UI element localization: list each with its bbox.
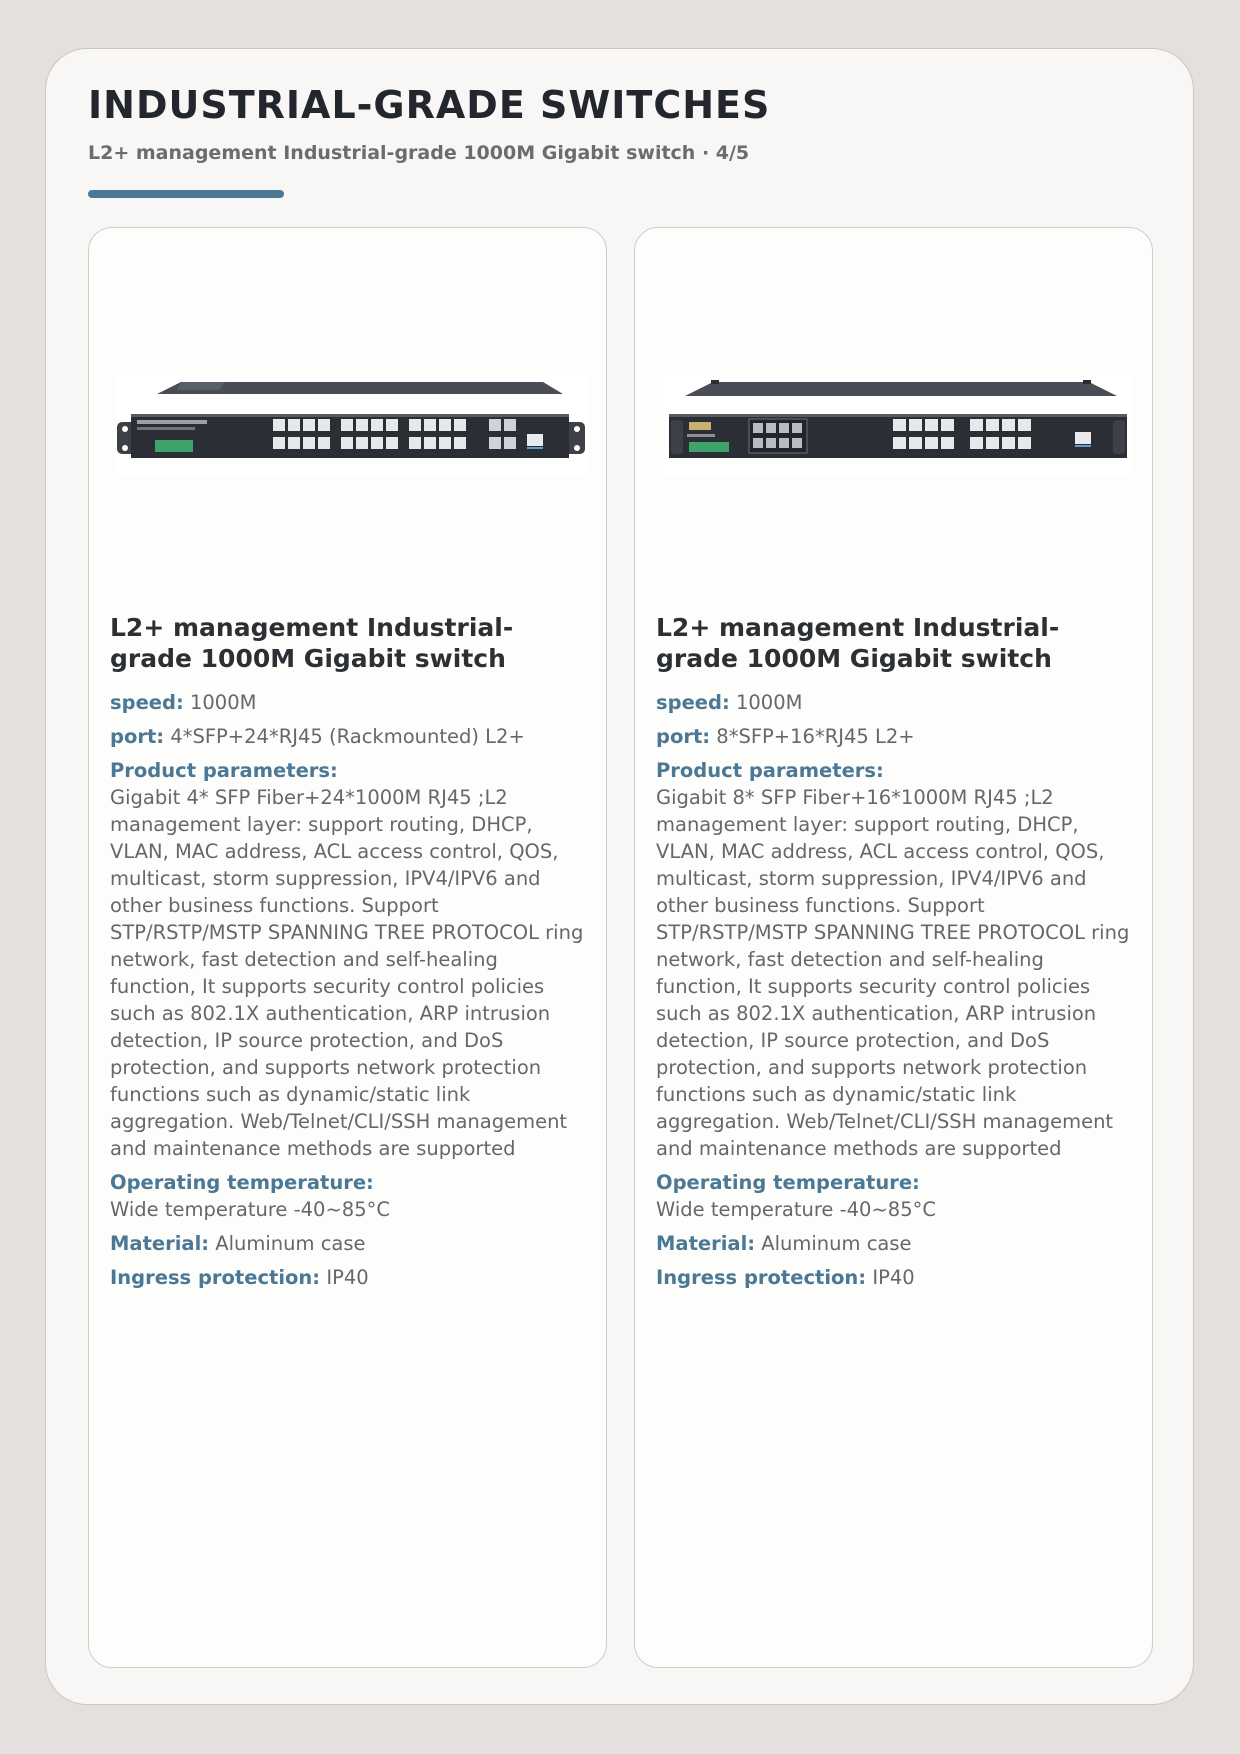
rj45-port	[986, 419, 999, 431]
material-row	[110, 1230, 588, 1257]
sfp-port	[779, 423, 789, 433]
product-title: L2+ management Industrial-grade 1000M Gigabit switch	[656, 613, 1060, 673]
speed-value: 1000M	[189, 691, 257, 714]
rj45-port	[341, 437, 353, 449]
datasheet-page	[45, 48, 1194, 1705]
rj45-port	[970, 437, 983, 449]
switch-24-port-image	[117, 376, 587, 476]
rj45-port	[409, 419, 421, 431]
rj45-port	[318, 419, 330, 431]
page-subtitle: L2+ management Industrial-grade 1000M Gigabit switch · 4/5	[88, 142, 750, 164]
rj45-port	[941, 437, 954, 449]
temperature-label: Operating temperature:	[110, 1171, 374, 1194]
rj45-port	[356, 419, 368, 431]
rj45-port	[371, 437, 383, 449]
rj45-port	[409, 437, 421, 449]
speed-row	[656, 689, 1134, 716]
speed-row	[110, 689, 588, 716]
ingress-value: IP40	[326, 1266, 369, 1289]
params-text: Gigabit 4* SFP Fiber+24*1000M RJ45 ;L2 management layer: support routing, DHCP, VLAN, MAC address, ACL access control, QOS, multicast, storm suppression, IPV4/IPV6 and other business functions. Support STP/RSTP/MSTP SPANNING TREE PROTOCOL ring network, fast detection and self-healing function, It supports security control policies such as 802.1X authentication, ARP intrusion detection, IP source protection, and DoS protection, and supports network protection functions such as dynamic/static link aggregation. Web/Telnet/CLI/SSH management and maintenance methods are supported	[110, 786, 584, 1160]
speed-label: speed:	[656, 691, 730, 714]
sfp-port	[753, 423, 763, 433]
product-details-2	[656, 612, 1134, 1298]
rj45-port	[439, 437, 451, 449]
rj45-port	[925, 419, 938, 431]
params-label: Product parameters:	[110, 759, 338, 782]
rj45-port	[303, 419, 315, 431]
accent-divider	[88, 190, 284, 198]
sfp-port	[792, 423, 802, 433]
rj45-port	[1018, 419, 1031, 431]
sfp-port	[753, 438, 763, 448]
port-value: 4*SFP+24*RJ45 (Rackmounted) L2+	[170, 725, 525, 748]
speed-value: 1000M	[735, 691, 803, 714]
params-label: Product parameters:	[656, 759, 884, 782]
port-label: port:	[656, 725, 711, 748]
rj45-port	[909, 437, 922, 449]
rj45-port	[386, 437, 398, 449]
ingress-label: Ingress protection:	[656, 1266, 867, 1289]
ingress-row	[110, 1264, 588, 1291]
rj45-port	[341, 419, 353, 431]
ingress-row	[656, 1264, 1134, 1291]
rj45-port	[371, 419, 383, 431]
switch-16-port-image	[663, 376, 1133, 476]
material-value: Aluminum case	[761, 1232, 912, 1255]
product-title: L2+ management Industrial-grade 1000M Gigabit switch	[110, 613, 514, 673]
material-label: Material:	[656, 1232, 756, 1255]
params-text: Gigabit 8* SFP Fiber+16*1000M RJ45 ;L2 management layer: support routing, DHCP, VLAN, MAC address, ACL access control, QOS, multicast, storm suppression, IPV4/IPV6 and other business functions. Support STP/RSTP/MSTP SPANNING TREE PROTOCOL ring network, fast detection and self-healing function, It supports security control policies such as 802.1X authentication, ARP intrusion detection, IP source protection, and DoS protection, and supports network protection functions such as dynamic/static link aggregation. Web/Telnet/CLI/SSH management and maintenance methods are supported	[656, 786, 1130, 1160]
rj45-port	[424, 419, 436, 431]
rj45-port	[454, 437, 466, 449]
ingress-value: IP40	[872, 1266, 915, 1289]
rj45-port	[893, 419, 906, 431]
sfp-port	[766, 423, 776, 433]
rj45-port	[1018, 437, 1031, 449]
rj45-port	[273, 437, 285, 449]
rj45-port	[288, 419, 300, 431]
rj45-port	[288, 437, 300, 449]
material-label: Material:	[110, 1232, 210, 1255]
rj45-port	[273, 419, 285, 431]
rj45-port	[909, 419, 922, 431]
port-label: port:	[110, 725, 165, 748]
sfp-port	[792, 438, 802, 448]
sfp-port	[779, 438, 789, 448]
rj45-port	[454, 419, 466, 431]
rj45-port	[386, 419, 398, 431]
rj45-port	[1002, 419, 1015, 431]
port-value: 8*SFP+16*RJ45 L2+	[716, 725, 915, 748]
temperature-label: Operating temperature:	[656, 1171, 920, 1194]
rj45-port	[893, 437, 906, 449]
rj45-port	[303, 437, 315, 449]
rj45-port	[986, 437, 999, 449]
product-card-1	[88, 227, 607, 1668]
material-row	[656, 1230, 1134, 1257]
rj45-port	[925, 437, 938, 449]
rj45-port	[1002, 437, 1015, 449]
material-value: Aluminum case	[215, 1232, 366, 1255]
sfp-port	[766, 438, 776, 448]
speed-label: speed:	[110, 691, 184, 714]
port-row	[110, 723, 588, 750]
rj45-port	[356, 437, 368, 449]
page-title: INDUSTRIAL-GRADE SWITCHES	[88, 83, 771, 127]
rj45-port	[318, 437, 330, 449]
rj45-port	[941, 419, 954, 431]
product-card-2	[634, 227, 1153, 1668]
rj45-port	[970, 419, 983, 431]
rj45-port	[424, 437, 436, 449]
temperature-value: Wide temperature -40~85°C	[110, 1198, 390, 1221]
port-row	[656, 723, 1134, 750]
product-details-1	[110, 612, 588, 1298]
rj45-port	[439, 419, 451, 431]
temperature-value: Wide temperature -40~85°C	[656, 1198, 936, 1221]
ingress-label: Ingress protection:	[110, 1266, 321, 1289]
